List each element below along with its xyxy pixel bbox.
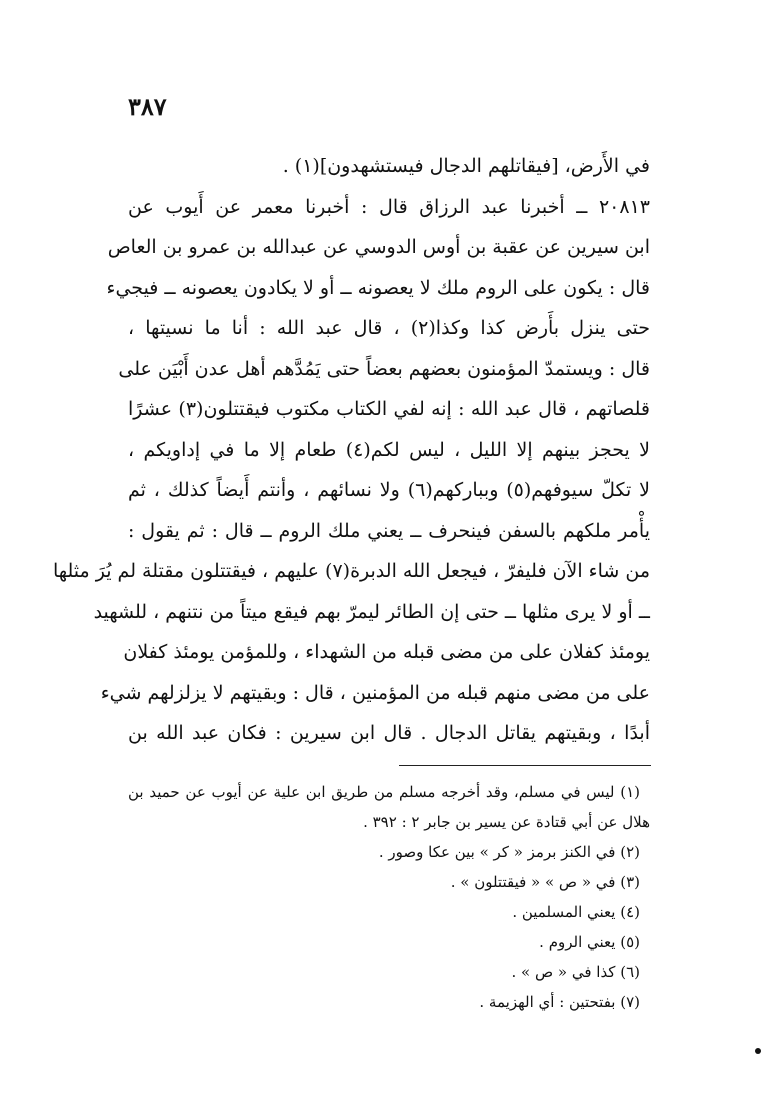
text-line: أبدًا ، وبقيتهم يقاتل الدجال . قال ابن سيرين : فكان عبد الله بن	[128, 722, 650, 744]
text-line: في الأَرض، [فيقاتلهم الدجال فيستشهدون](١) .	[282, 155, 650, 177]
footnote-line: هلال عن أبي قتادة عن يسير بن جابر ٢ : ٣٩٢ .	[363, 813, 650, 831]
text-line: قال : ويستمدّ المؤمنون بعضهم بعضاً حتى يَمُدَّهم أهل عدن أَبْيَن على	[118, 357, 650, 380]
text-line: ٢٠٨١٣ ــ أخبرنا عبد الرزاق قال : أخبرنا معمر عن أَيوب عن	[128, 195, 650, 218]
footnote-line: (٢) في الكنز برمز « كر » بين عكا وصور .	[378, 843, 640, 861]
text-line: حتى ينزل بأَرض كذا وكذا(٢) ، قال عبد الله : أنا ما نسيتها ،	[128, 317, 650, 339]
scan-edge-mark	[755, 1048, 761, 1054]
text-line: قال : يكون على الروم ملك لا يعصونه ــ أو لا يكادون يعصونه ــ فيجيء	[106, 276, 650, 299]
text-line: يومئذ كفلان على من مضى قبله من الشهداء ، وللمؤمن يومئذ كفلان	[123, 641, 650, 663]
text-line: يأْمر ملكهم بالسفن فينحرف ــ يعني ملك الروم ــ قال : ثم يقول :	[128, 519, 650, 542]
text-line: لا تكلّ سيوفهم(٥) وبباركهم(٦) ولا نسائهم ، وأنتم أَيضاً كذلك ، ثم	[128, 479, 650, 501]
footnote-line: (٦) كذا في « ص » .	[511, 963, 640, 981]
text-line: من شاء الآن فليفرّ ، فيجعل الله الدبرة(٧) عليهم ، فيقتتلون مقتلة لم يُرَ مثلها	[52, 560, 650, 582]
footnote-line: (٥) يعني الروم .	[539, 933, 640, 951]
text-line: على من مضى منهم قبله من المؤمنين ، قال : وبقيتهم لا يزلزلهم شيء	[100, 681, 650, 704]
footnote-line: (١) ليس في مسلم، وقد أخرجه مسلم من طريق ابن علية عن أيوب عن حميد بن	[128, 783, 640, 801]
main-text	[52, 146, 650, 754]
footnote-line: (٤) يعني المسلمين .	[512, 903, 640, 921]
text-line: ابن سيرين عن عقبة بن أوس الدوسي عن عبدالله بن عمرو بن العاص	[107, 236, 650, 258]
page-number: ٣٨٧	[128, 92, 167, 121]
text-line: لا يحجز بينهم إلا الليل ، ليس لكم(٤) طعام إلا ما في إداويكم ،	[128, 438, 650, 461]
footnote-divider	[399, 765, 651, 766]
text-line: قلصاتهم ، قال عبد الله : إنه لفي الكتاب مكتوب فيقتتلون(٣) عشرًا	[128, 398, 650, 420]
text-line: ــ أو لا يرى مثلها ــ حتى إن الطائر ليمرّ بهم فيقع ميتاً من نتنهم ، للشهيد	[93, 600, 650, 623]
footnotes	[128, 777, 650, 1017]
footnote-line: (٣) في « ص » « فيقتتلون » .	[450, 873, 640, 891]
footnote-line: (٧) بفتحتين : أي الهزيمة .	[479, 993, 640, 1011]
